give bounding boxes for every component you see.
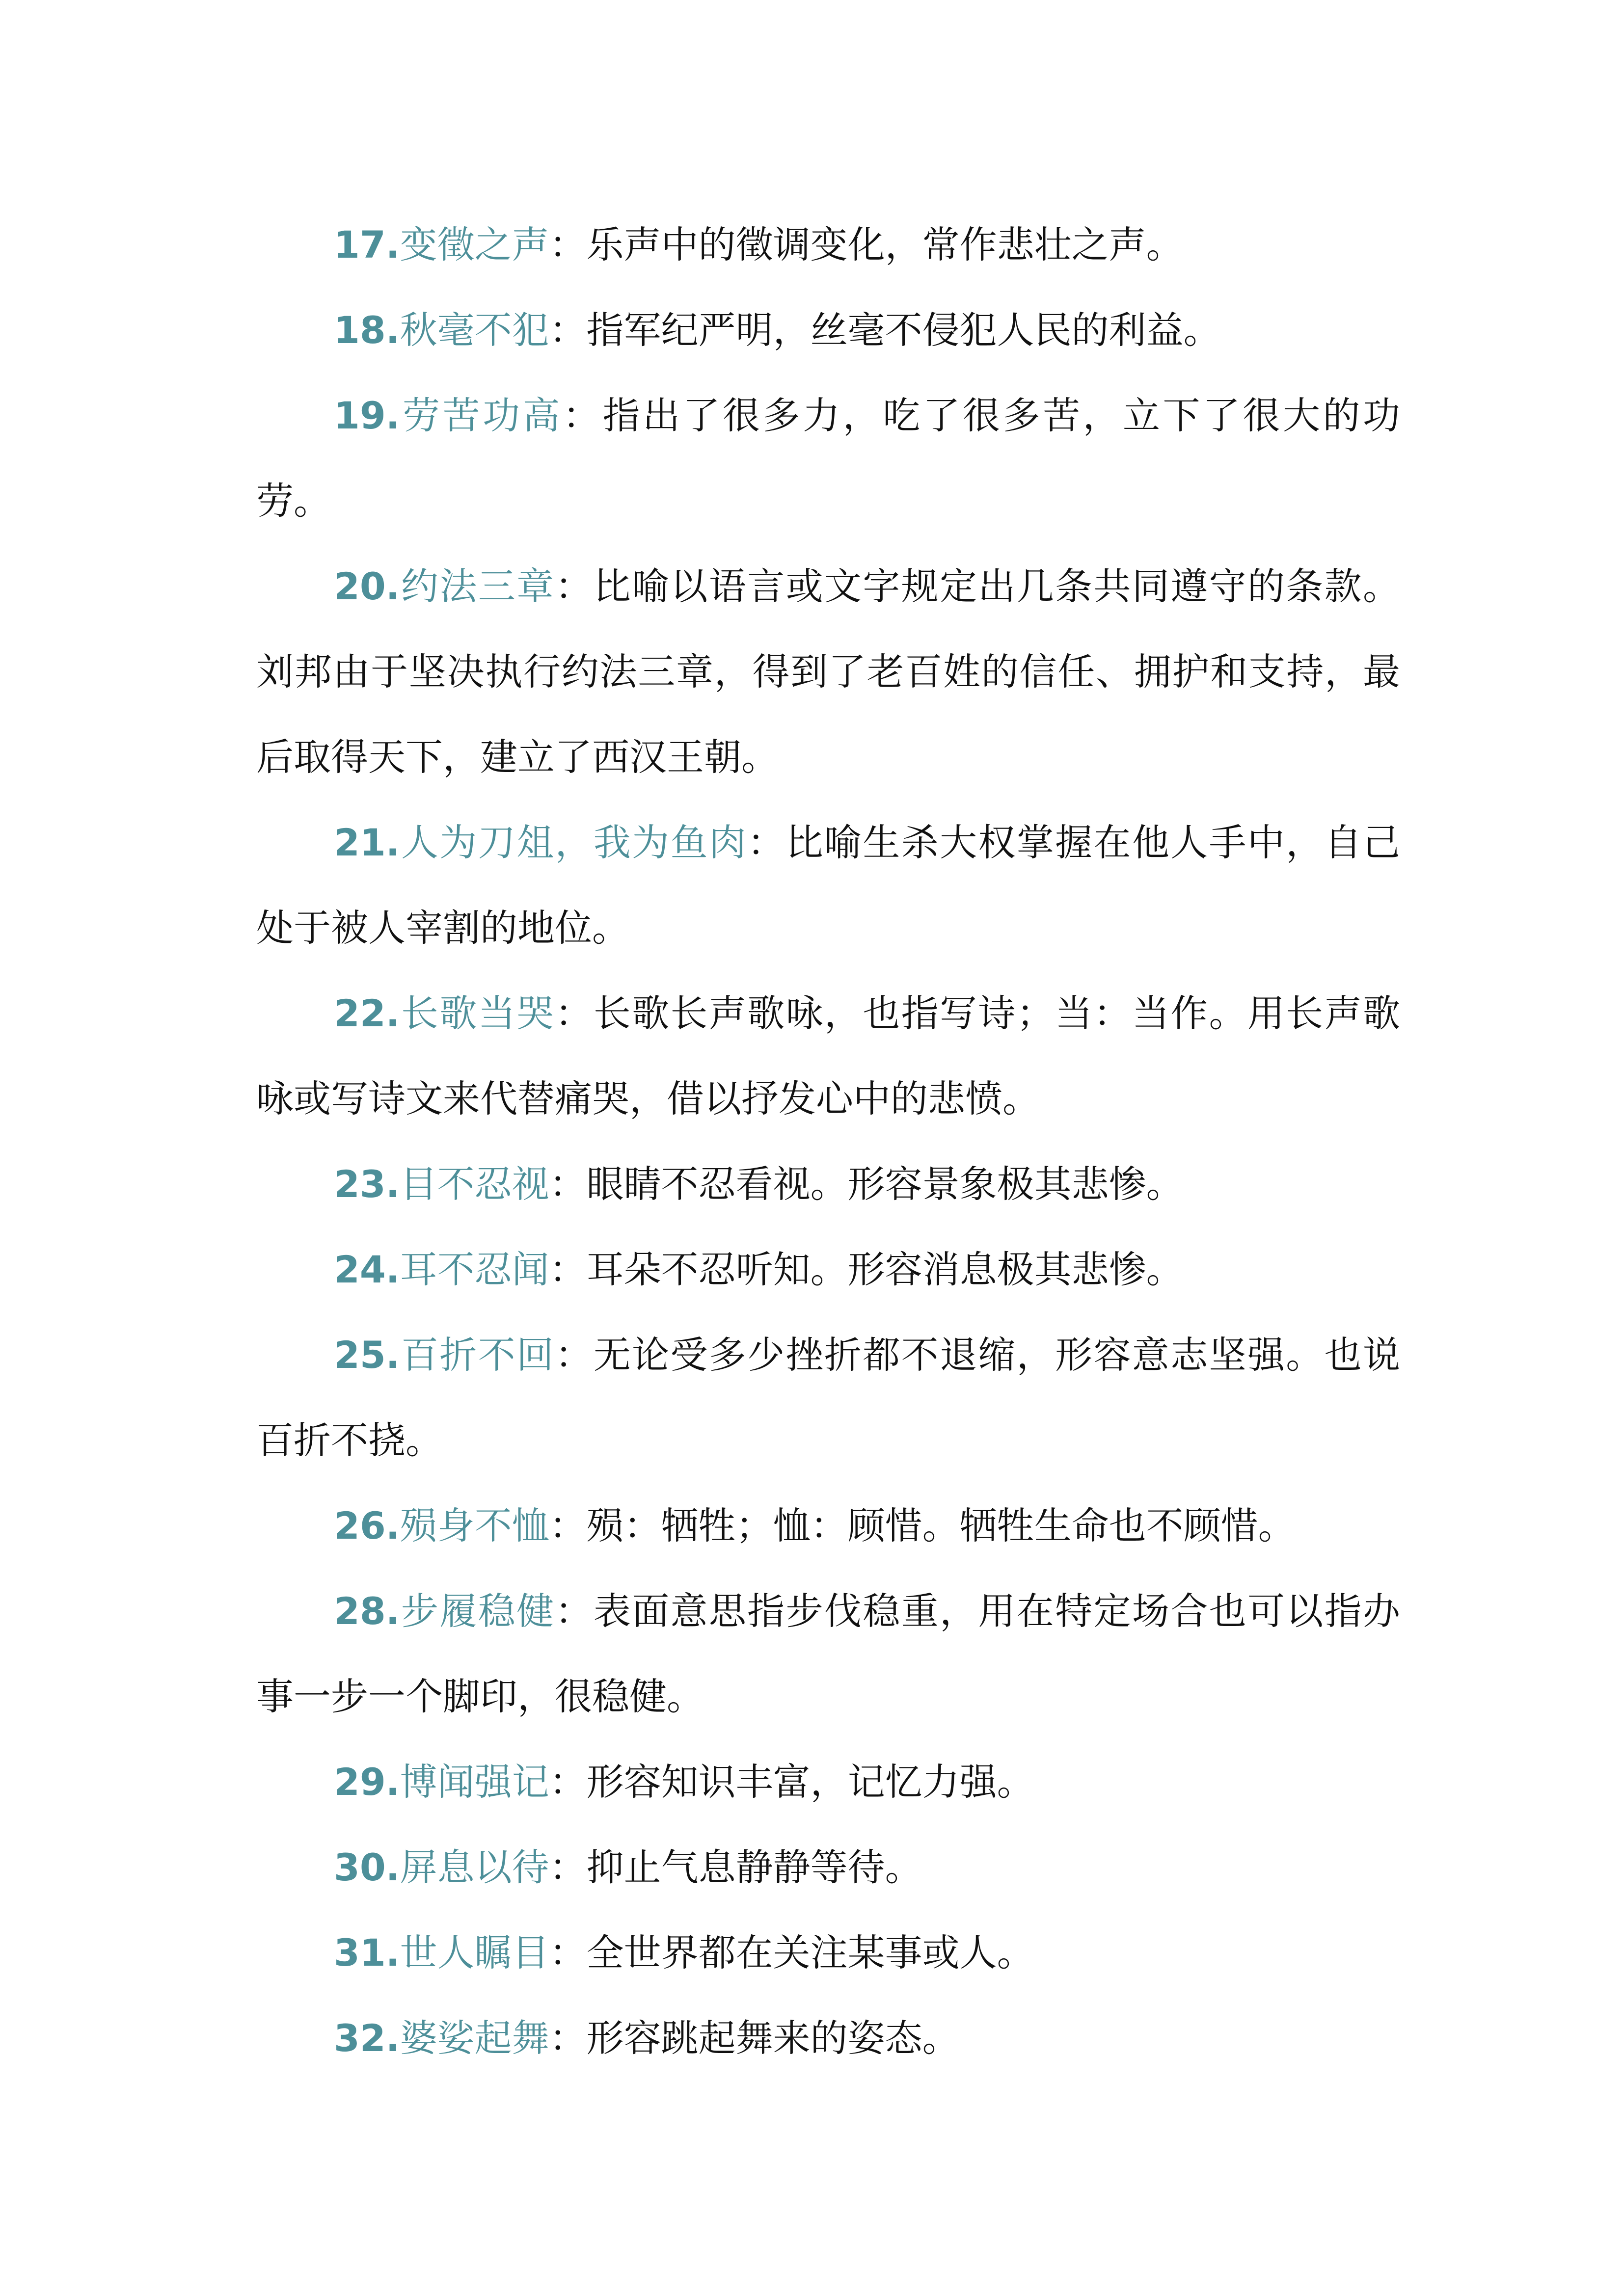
idiom-entry-23	[256, 1142, 1400, 1227]
separator: ：	[747, 821, 786, 864]
idiom-entry-24	[256, 1227, 1400, 1312]
separator: ：	[555, 991, 594, 1035]
idiom-term: 博闻强记	[400, 1760, 549, 1804]
idiom-entry-21	[256, 800, 1400, 971]
idiom-entry-22	[256, 971, 1400, 1142]
idiom-entry-19	[256, 373, 1400, 544]
idiom-term: 婆娑起舞	[400, 2016, 549, 2060]
idiom-definition: 耳朵不忍听知。形容消息极其悲惨。	[586, 1248, 1184, 1291]
separator: ：	[555, 564, 594, 608]
idiom-term: 秋毫不犯	[400, 308, 549, 352]
idiom-definition: 比喻以语言或文字规定出几条共同遵守的条款。刘邦由于坚决执行约法三章，得到了老百姓的信任、拥护和支持，最后取得天下，建立了西汉王朝。	[256, 564, 1401, 779]
idiom-definition: 指军纪严明，丝毫不侵犯人民的利益。	[586, 308, 1221, 352]
entry-number: 31.	[334, 1931, 400, 1975]
idiom-term: 人为刀俎，我为鱼肉	[400, 821, 748, 864]
entry-number: 20.	[334, 564, 400, 608]
idiom-definition: 眼睛不忍看视。形容景象极其悲惨。	[586, 1162, 1184, 1206]
entry-number: 18.	[334, 308, 400, 352]
idiom-list	[256, 202, 1400, 2081]
idiom-entry-29	[256, 1739, 1400, 1825]
separator: ：	[549, 1504, 587, 1548]
idiom-definition: 表面意思指步伐稳重，用在特定场合也可以指办事一步一个脚印，很稳健。	[256, 1589, 1401, 1718]
idiom-entry-25	[256, 1312, 1400, 1483]
idiom-definition: 无论受多少挫折都不退缩，形容意志坚强。也说百折不挠。	[256, 1333, 1401, 1462]
separator: ：	[549, 308, 587, 352]
separator: ：	[555, 1333, 594, 1377]
entry-number: 17.	[334, 223, 400, 267]
separator: ：	[549, 1760, 587, 1804]
idiom-term: 世人瞩目	[400, 1931, 549, 1975]
separator: ：	[549, 2016, 587, 2060]
entry-number: 21.	[334, 821, 400, 864]
idiom-entry-26	[256, 1483, 1400, 1569]
entry-number: 29.	[334, 1760, 400, 1804]
idiom-term: 长歌当哭	[400, 991, 555, 1035]
idiom-term: 约法三章	[400, 564, 555, 608]
idiom-definition: 指出了很多力，吃了很多苦，立下了很大的功劳。	[256, 394, 1401, 523]
idiom-entry-32	[256, 1996, 1400, 2081]
idiom-entry-18	[256, 288, 1400, 373]
entry-number: 22.	[334, 991, 400, 1035]
idiom-entry-30	[256, 1825, 1400, 1910]
idiom-term: 目不忍视	[400, 1162, 549, 1206]
idiom-entry-17	[256, 202, 1400, 288]
idiom-term: 步履稳健	[400, 1589, 555, 1633]
separator: ：	[563, 394, 603, 437]
separator: ：	[549, 1931, 587, 1975]
idiom-term: 劳苦功高	[400, 394, 563, 437]
separator: ：	[549, 223, 587, 267]
idiom-definition: 乐声中的徵调变化，常作悲壮之声。	[586, 223, 1184, 267]
entry-number: 25.	[334, 1333, 400, 1377]
idiom-term: 耳不忍闻	[400, 1248, 549, 1291]
idiom-term: 屏息以待	[400, 1845, 549, 1889]
idiom-definition: 形容跳起舞来的姿态。	[586, 2016, 960, 2060]
separator: ：	[549, 1248, 587, 1291]
idiom-entry-20	[256, 544, 1400, 800]
separator: ：	[549, 1845, 587, 1889]
entry-number: 28.	[334, 1589, 400, 1633]
idiom-definition: 殒：牺牲；恤：顾惜。牺牲生命也不顾惜。	[586, 1504, 1296, 1548]
entry-number: 24.	[334, 1248, 400, 1291]
entry-number: 26.	[334, 1504, 400, 1548]
idiom-term: 变徵之声	[400, 223, 549, 267]
idiom-definition: 形容知识丰富，记忆力强。	[586, 1760, 1034, 1804]
entry-number: 19.	[334, 394, 400, 437]
separator: ：	[549, 1162, 587, 1206]
idiom-definition: 抑止气息静静等待。	[586, 1845, 922, 1889]
idiom-entry-28	[256, 1569, 1400, 1739]
separator: ：	[555, 1589, 594, 1633]
idiom-term: 百折不回	[400, 1333, 555, 1377]
idiom-entry-31	[256, 1910, 1400, 1996]
entry-number: 32.	[334, 2016, 400, 2060]
idiom-term: 殒身不恤	[400, 1504, 549, 1548]
idiom-definition: 长歌长声歌咏，也指写诗；当：当作。用长声歌咏或写诗文来代替痛哭，借以抒发心中的悲愤。	[256, 991, 1401, 1121]
idiom-definition: 比喻生杀大权掌握在他人手中，自己处于被人宰割的地位。	[256, 821, 1401, 950]
idiom-definition: 全世界都在关注某事或人。	[586, 1931, 1034, 1975]
entry-number: 30.	[334, 1845, 400, 1889]
entry-number: 23.	[334, 1162, 400, 1206]
